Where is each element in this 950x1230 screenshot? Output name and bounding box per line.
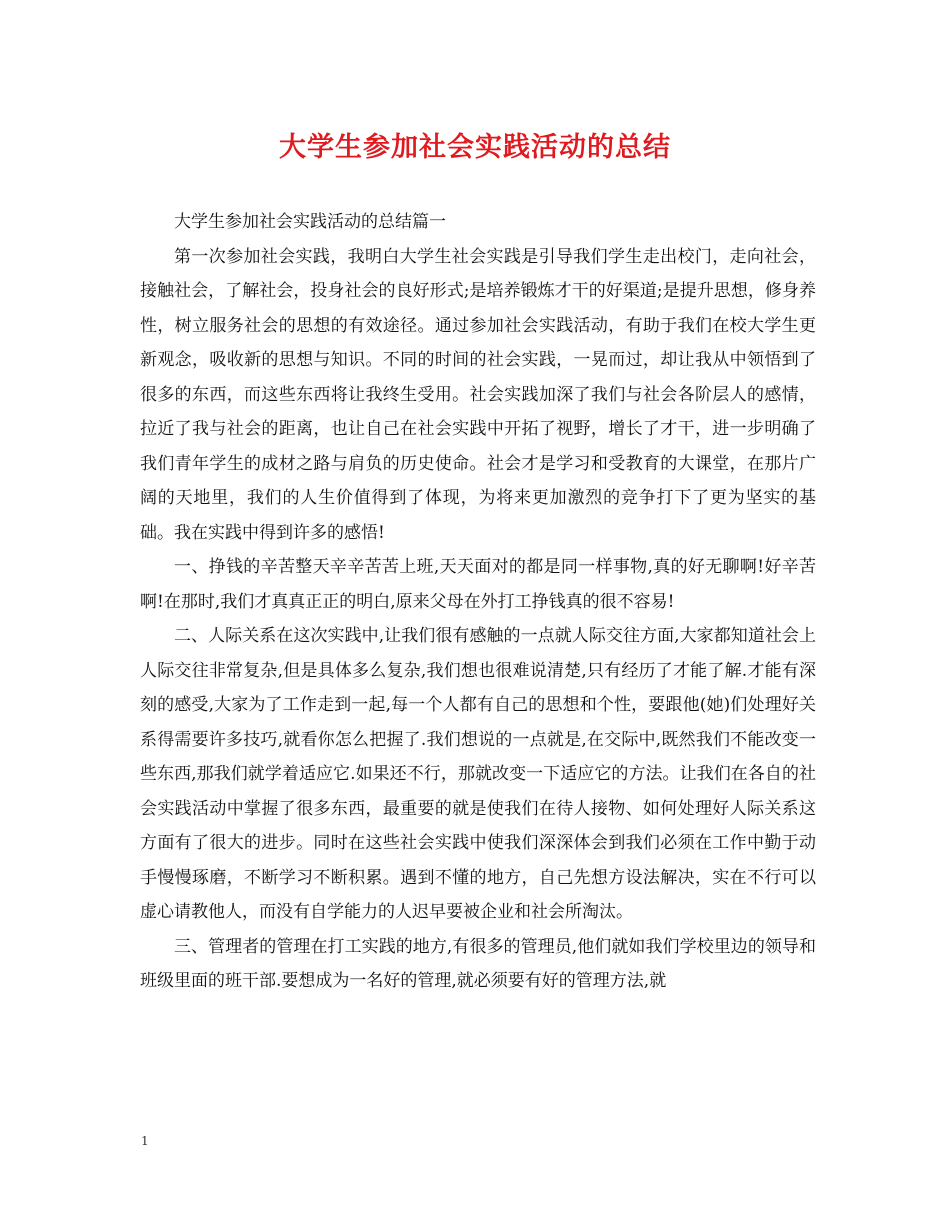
body-paragraph: 三、管理者的管理在打工实践的地方,有很多的管理员,他们就如我们学校里边的领导和班级里面的班干部.要想成为一名好的管理,就必须要有好的管理方法,就: [140, 936, 816, 991]
page-number: 1: [141, 1134, 149, 1148]
document-body: [140, 205, 816, 999]
body-paragraph: 一、挣钱的辛苦整天辛辛苦苦上班,天天面对的都是同一样事物,真的好无聊啊!好辛苦啊!在那时,我们才真真正正的明白,原来父母在外打工挣钱真的很不容易!: [140, 557, 816, 612]
body-paragraph: 第一次参加社会实践，我明白大学生社会实践是引导我们学生走出校门，走向社会，接触社会，了解社会，投身社会的良好形式;是培养锻炼才干的好渠道;是提升思想，修身养性，树立服务社会的思想的有效途径。通过参加社会实践活动，有助于我们在校大学生更新观念，吸收新的思想与知识。不同的时间的社会实践，一晃而过，却让我从中领悟到了很多的东西，而这些东西将让我终生受用。社会实践加深了我们与社会各阶层人的感情，拉近了我与社会的距离，也让自己在社会实践中开拓了视野，增长了才干，进一步明确了我们青年学生的成材之路与肩负的历史使命。社会才是学习和受教育的大课堂，在那片广阔的天地里，我们的人生价值得到了体现，为将来更加激烈的竞争打下了更为坚实的基础。我在实践中得到许多的感悟!: [140, 246, 816, 543]
section-heading: 大学生参加社会实践活动的总结篇一: [174, 212, 446, 232]
body-paragraph: 二、人际关系在这次实践中,让我们很有感触的一点就人际交往方面,大家都知道社会上人际交往非常复杂,但是具体多么复杂,我们想也很难说清楚,只有经历了才能了解.才能有深刻的感受,大家为了工作走到一起,每一个人都有自己的思想和个性，要跟他(她)们处理好关系得需要许多技巧,就看你怎么把握了.我们想说的一点就是,在交际中,既然我们不能改变一些东西,那我们就学着适应它.如果还不行，那就改变一下适应它的方法。让我们在各自的社会实践活动中掌握了很多东西，最重要的就是使我们在待人接物、如何处理好人际关系这方面有了很大的进步。同时在这些社会实践中使我们深深体会到我们必须在工作中勤于动手慢慢琢磨，不断学习不断积累。遇到不懂的地方，自己先想方设法解决，实在不行可以虚心请教他人，而没有自学能力的人迟早要被企业和社会所淘汰。: [140, 626, 816, 922]
document-title: 大学生参加社会实践活动的总结: [279, 132, 671, 163]
